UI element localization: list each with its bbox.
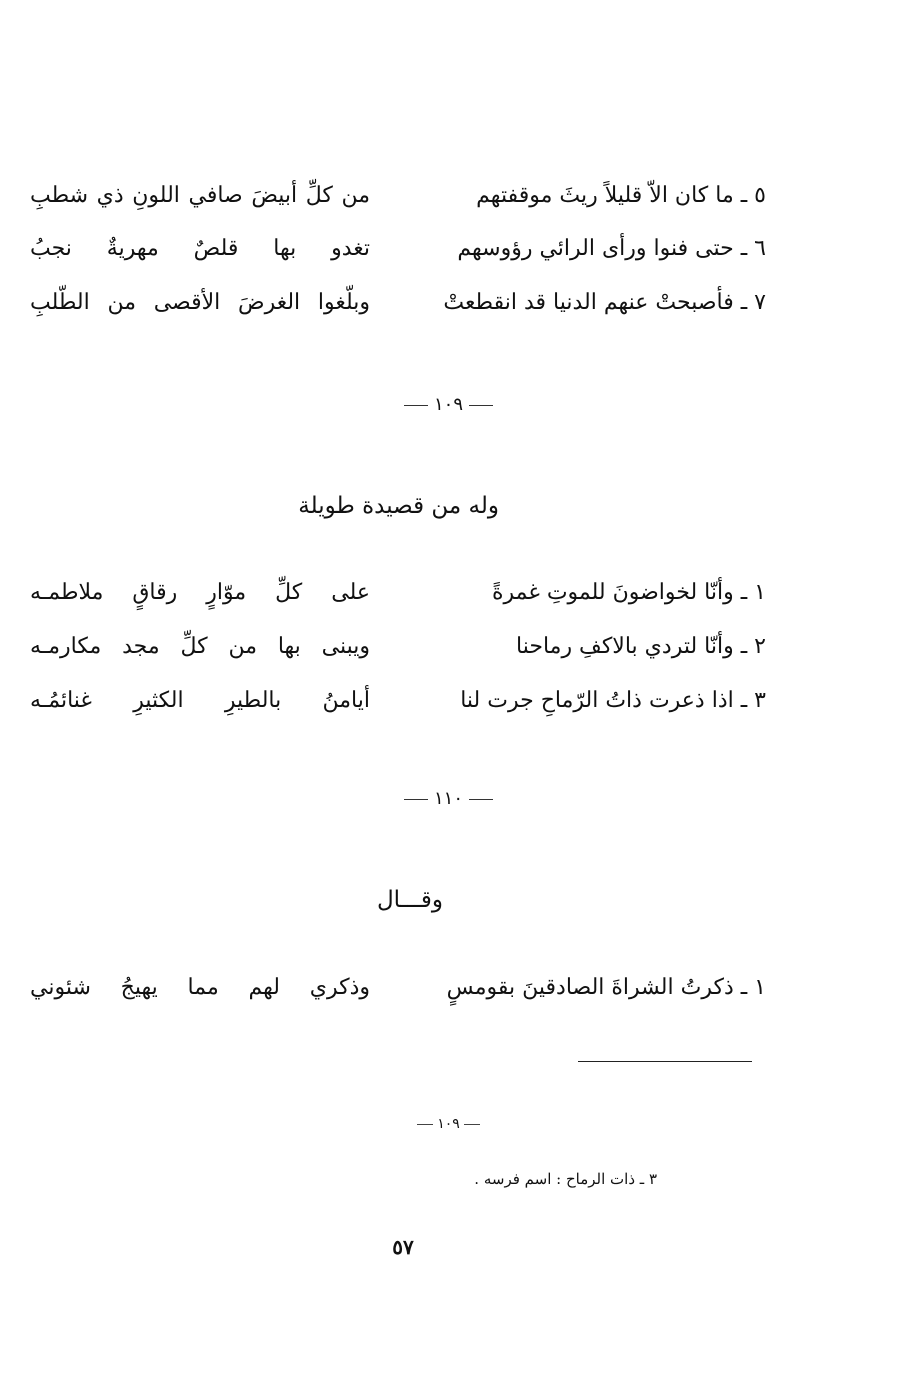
separator-dash	[417, 1124, 433, 1125]
poem-heading: وله من قصيدة طويلة	[298, 493, 499, 519]
verse-line	[30, 679, 766, 723]
poem-heading: وقـــال	[376, 887, 443, 913]
footnote-text: ٣ ـ ذات الرماح : اسم فرسه .	[474, 1170, 657, 1188]
separator-dash	[404, 799, 428, 800]
poem-number-text: ١١٠	[433, 788, 463, 809]
footnote-poem-number-text: ١٠٩	[437, 1116, 460, 1132]
separator-dash	[469, 405, 493, 406]
verse-first-hemistich: ١ ـ ذكرتُ الشراةَ الصادقينَ بقومسٍ	[446, 975, 766, 1000]
verse-first-hemistich: ١ ـ وأنّا لخواضونَ للموتِ غمرةً	[491, 580, 766, 605]
verse-first-hemistich: ٦ ـ حتى فنوا ورأى الرائي رؤوسهم	[457, 236, 766, 261]
verse-line	[30, 174, 766, 218]
verse-line	[30, 571, 766, 615]
verse-line	[30, 227, 766, 271]
verse-first-hemistich: ٢ ـ وأنّا لتردي بالاكفِ رماحنا	[516, 634, 766, 659]
verse-line	[30, 281, 766, 325]
poem-number-text: ١٠٩	[433, 394, 463, 415]
verse-first-hemistich: ٧ ـ فأصبحتْ عنهم الدنيا قد انقطعتْ	[443, 290, 766, 315]
separator-dash	[469, 799, 493, 800]
verse-first-hemistich: ٣ ـ اذا ذعرت ذاتُ الرّماحِ جرت لنا	[460, 688, 766, 713]
verse-second-hemistich: وبلّغوا الغرضَ الأقصى من الطّلبِ	[30, 290, 370, 315]
page-number: ٥٧	[392, 1235, 414, 1259]
verse-line	[30, 625, 766, 669]
verse-second-hemistich: وذكري لهم مما يهيجُ شئوني	[30, 975, 370, 1000]
verse-second-hemistich: أيامنُ بالطيرِ الكثيرِ غنائمُـه	[30, 688, 370, 713]
separator-dash	[464, 1124, 480, 1125]
verse-second-hemistich: ويبنى بها من كلِّ مجد مكارمـه	[30, 634, 370, 659]
footnote-poem-number	[0, 1112, 897, 1136]
separator-dash	[404, 405, 428, 406]
footnote-rule	[578, 1061, 752, 1062]
verse-second-hemistich: تغدو بها قلصٌ مهريةٌ نجبُ	[30, 236, 370, 261]
verse-line	[30, 966, 766, 1010]
poem-number	[0, 784, 897, 814]
verse-second-hemistich: على كلِّ موّارٍ رقاقٍ ملاطمـه	[30, 580, 370, 605]
poem-number	[0, 390, 897, 420]
verse-first-hemistich: ٥ ـ ما كان الاّ قليلاً ريثَ موقفتهم	[476, 183, 766, 208]
verse-second-hemistich: من كلِّ أبيضَ صافي اللونِ ذي شطبِ	[30, 183, 370, 208]
